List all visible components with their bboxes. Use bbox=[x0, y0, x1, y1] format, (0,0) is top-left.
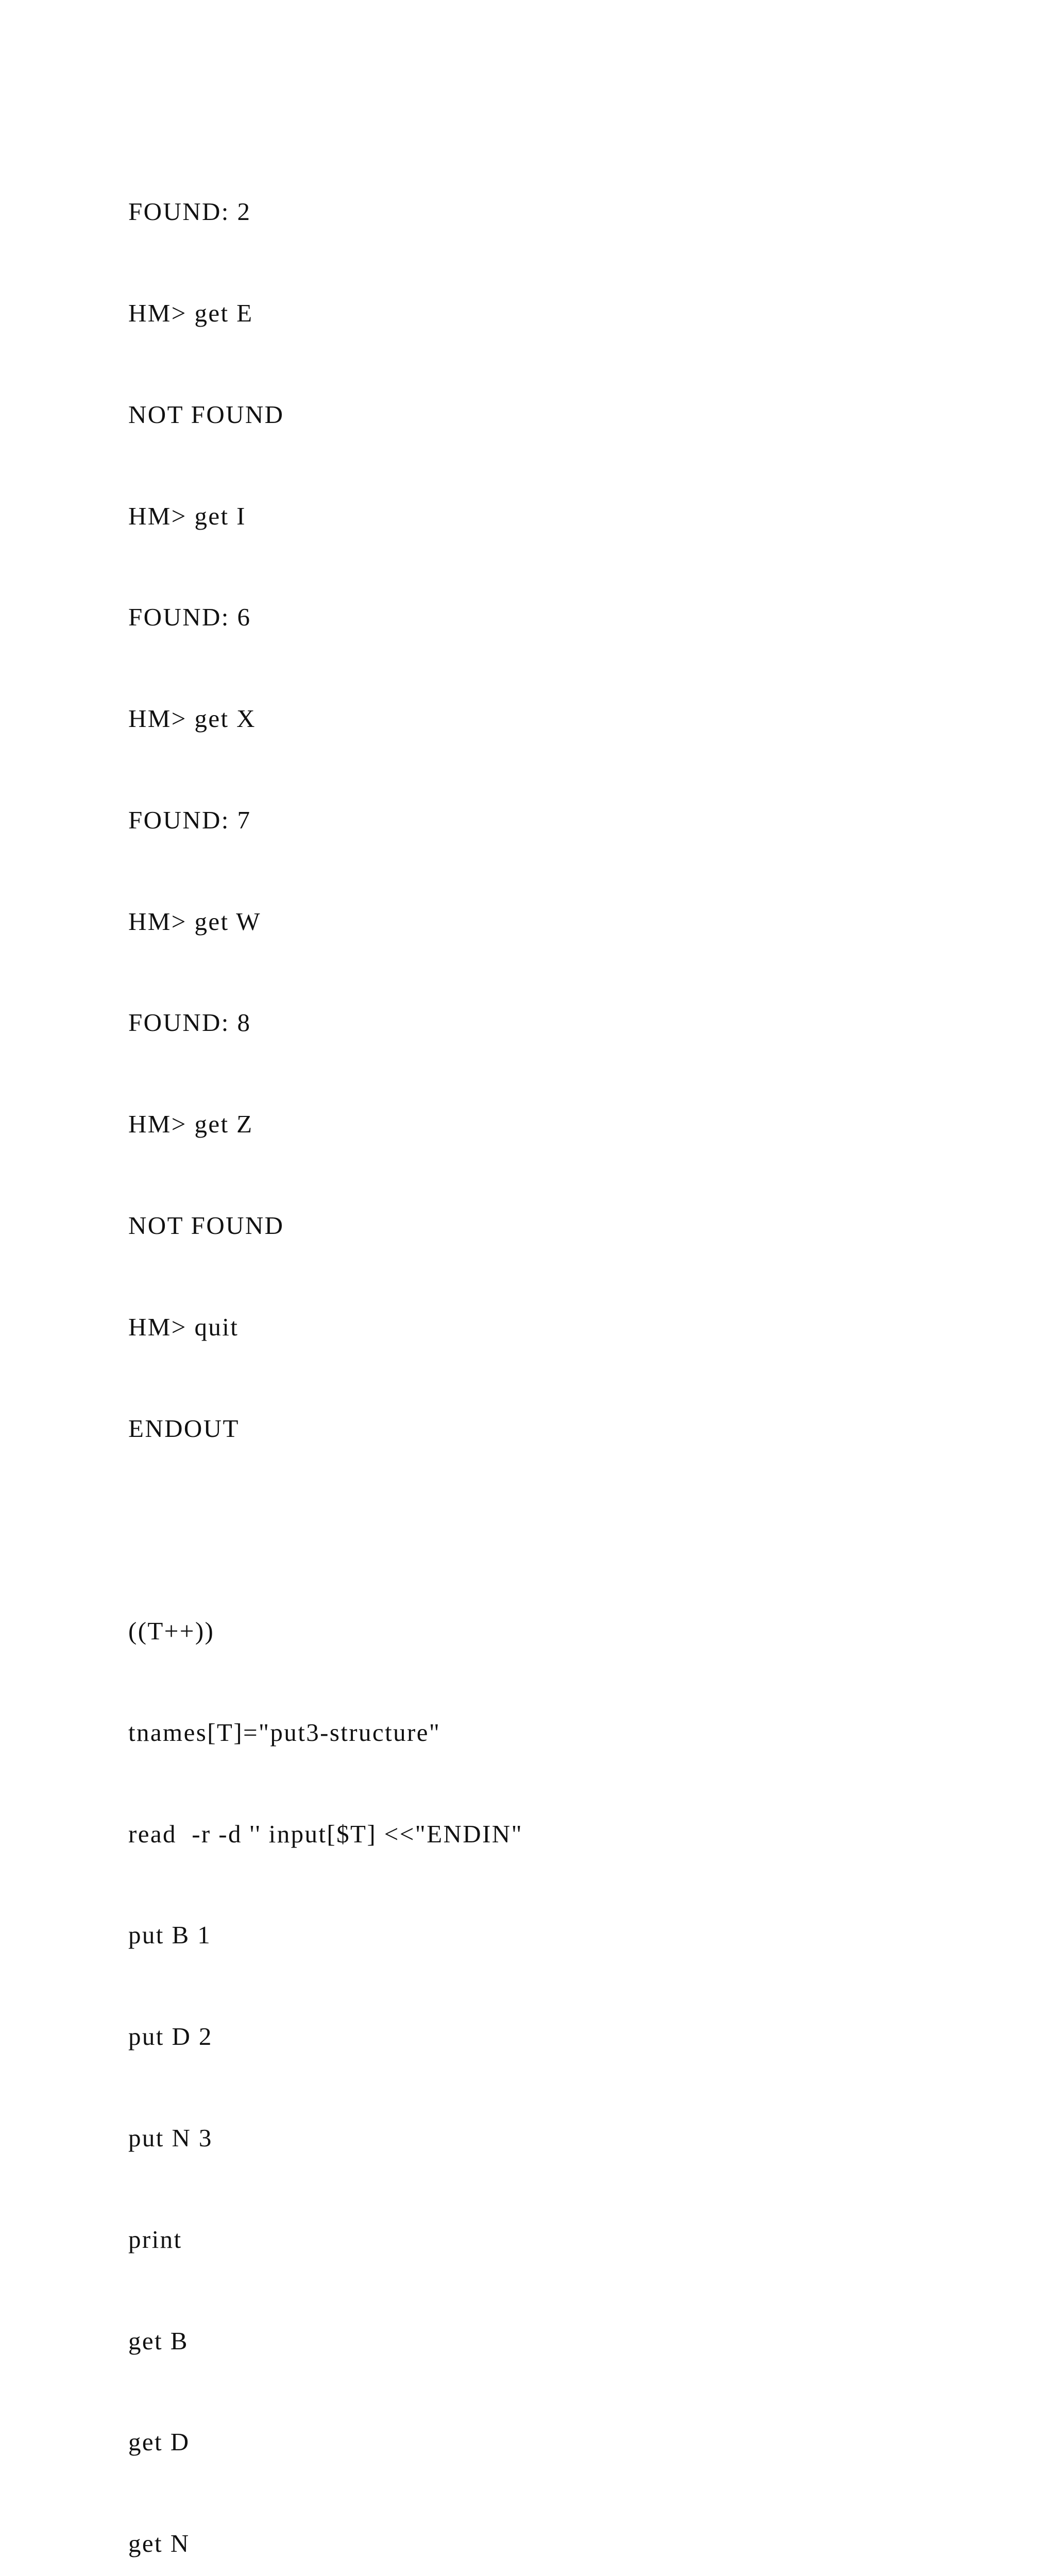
text-line: FOUND: 8 bbox=[128, 1008, 251, 1037]
text-line: HM> get I bbox=[128, 501, 246, 530]
text-line: HM> get X bbox=[128, 704, 256, 733]
text-line: ENDOUT bbox=[128, 1414, 240, 1443]
text-line: FOUND: 7 bbox=[128, 805, 251, 834]
document-text bbox=[128, 127, 973, 2576]
text-line: NOT FOUND bbox=[128, 400, 284, 429]
text-line: get D bbox=[128, 2428, 190, 2456]
text-line: HM> get Z bbox=[128, 1110, 253, 1139]
text-line: HM> get W bbox=[128, 907, 261, 936]
text-line: tnames[T]="put3-structure" bbox=[128, 1718, 441, 1747]
text-line: FOUND: 6 bbox=[128, 603, 251, 632]
text-line: ((T++)) bbox=[128, 1617, 215, 1646]
text-line: put N 3 bbox=[128, 2124, 213, 2153]
text-line: FOUND: 2 bbox=[128, 197, 251, 226]
text-line: HM> quit bbox=[128, 1312, 239, 1341]
text-line: NOT FOUND bbox=[128, 1211, 284, 1240]
text-line: put D 2 bbox=[128, 2022, 213, 2051]
text-line: get N bbox=[128, 2529, 190, 2558]
blank-line bbox=[128, 1513, 973, 1547]
text-line: read -r -d '' input[$T] <<"ENDIN" bbox=[128, 1819, 523, 1848]
text-line: put B 1 bbox=[128, 1921, 212, 1950]
text-line: get B bbox=[128, 2326, 189, 2355]
text-line: HM> get E bbox=[128, 298, 253, 327]
text-line: print bbox=[128, 2225, 182, 2253]
